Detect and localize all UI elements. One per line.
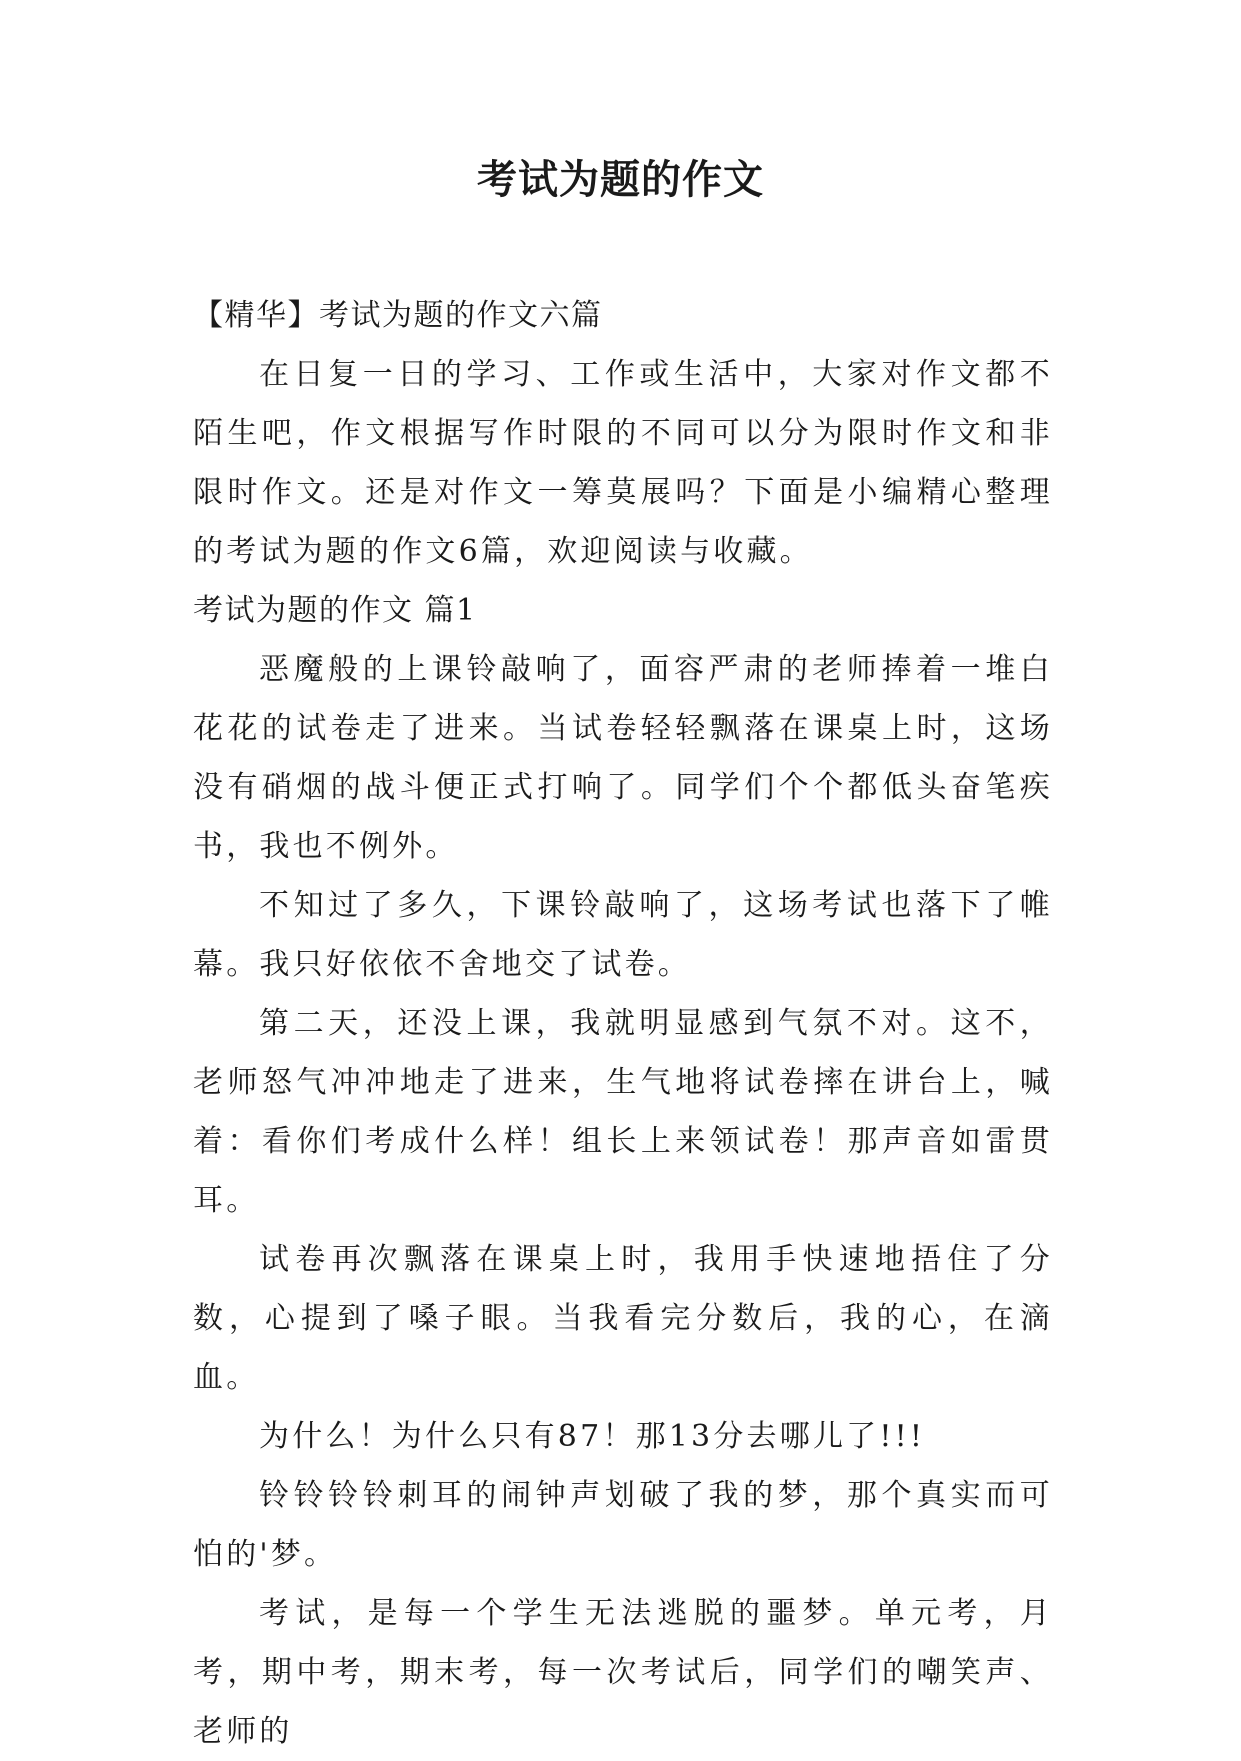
section-heading: 考试为题的作文 篇1 — [193, 593, 477, 628]
essay-paragraph: 为什么！为什么只有87！那13分去哪儿了!!! — [259, 1419, 926, 1454]
document-body — [193, 286, 1053, 1761]
essay-paragraph: 第二天，还没上课，我就明显感到气氛不对。这不，老师怒气冲冲地走了进来，生气地将试卷摔在讲台上，喊着：看你们考成什么样！组长上来领试卷！那声音如雷贯耳。 — [193, 1006, 1053, 1218]
document-title: 考试为题的作文 — [477, 156, 764, 203]
intro-paragraph: 在日复一日的学习、工作或生活中，大家对作文都不陌生吧，作文根据写作时限的不同可以分为限时作文和非限时作文。还是对作文一筹莫展吗？下面是小编精心整理的考试为题的作文6篇，欢迎阅读与收藏。 — [193, 357, 1053, 569]
essay-paragraph: 不知过了多久，下课铃敲响了，这场考试也落下了帷幕。我只好依依不舍地交了试卷。 — [193, 888, 1053, 982]
essay-paragraph: 试卷再次飘落在课桌上时，我用手快速地捂住了分数，心提到了嗓子眼。当我看完分数后，我的心，在滴血。 — [193, 1242, 1053, 1395]
essay-paragraph: 考试，是每一个学生无法逃脱的噩梦。单元考，月考，期中考，期末考，每一次考试后，同学们的嘲笑声、老师的 — [193, 1596, 1053, 1749]
document-subtitle: 【精华】考试为题的作文六篇 — [193, 298, 603, 333]
essay-paragraph: 恶魔般的上课铃敲响了，面容严肃的老师捧着一堆白花花的试卷走了进来。当试卷轻轻飘落在课桌上时，这场没有硝烟的战斗便正式打响了。同学们个个都低头奋笔疾书，我也不例外。 — [193, 652, 1053, 864]
essay-paragraph: 铃铃铃铃刺耳的闹钟声划破了我的梦，那个真实而可怕的'梦。 — [193, 1478, 1053, 1572]
